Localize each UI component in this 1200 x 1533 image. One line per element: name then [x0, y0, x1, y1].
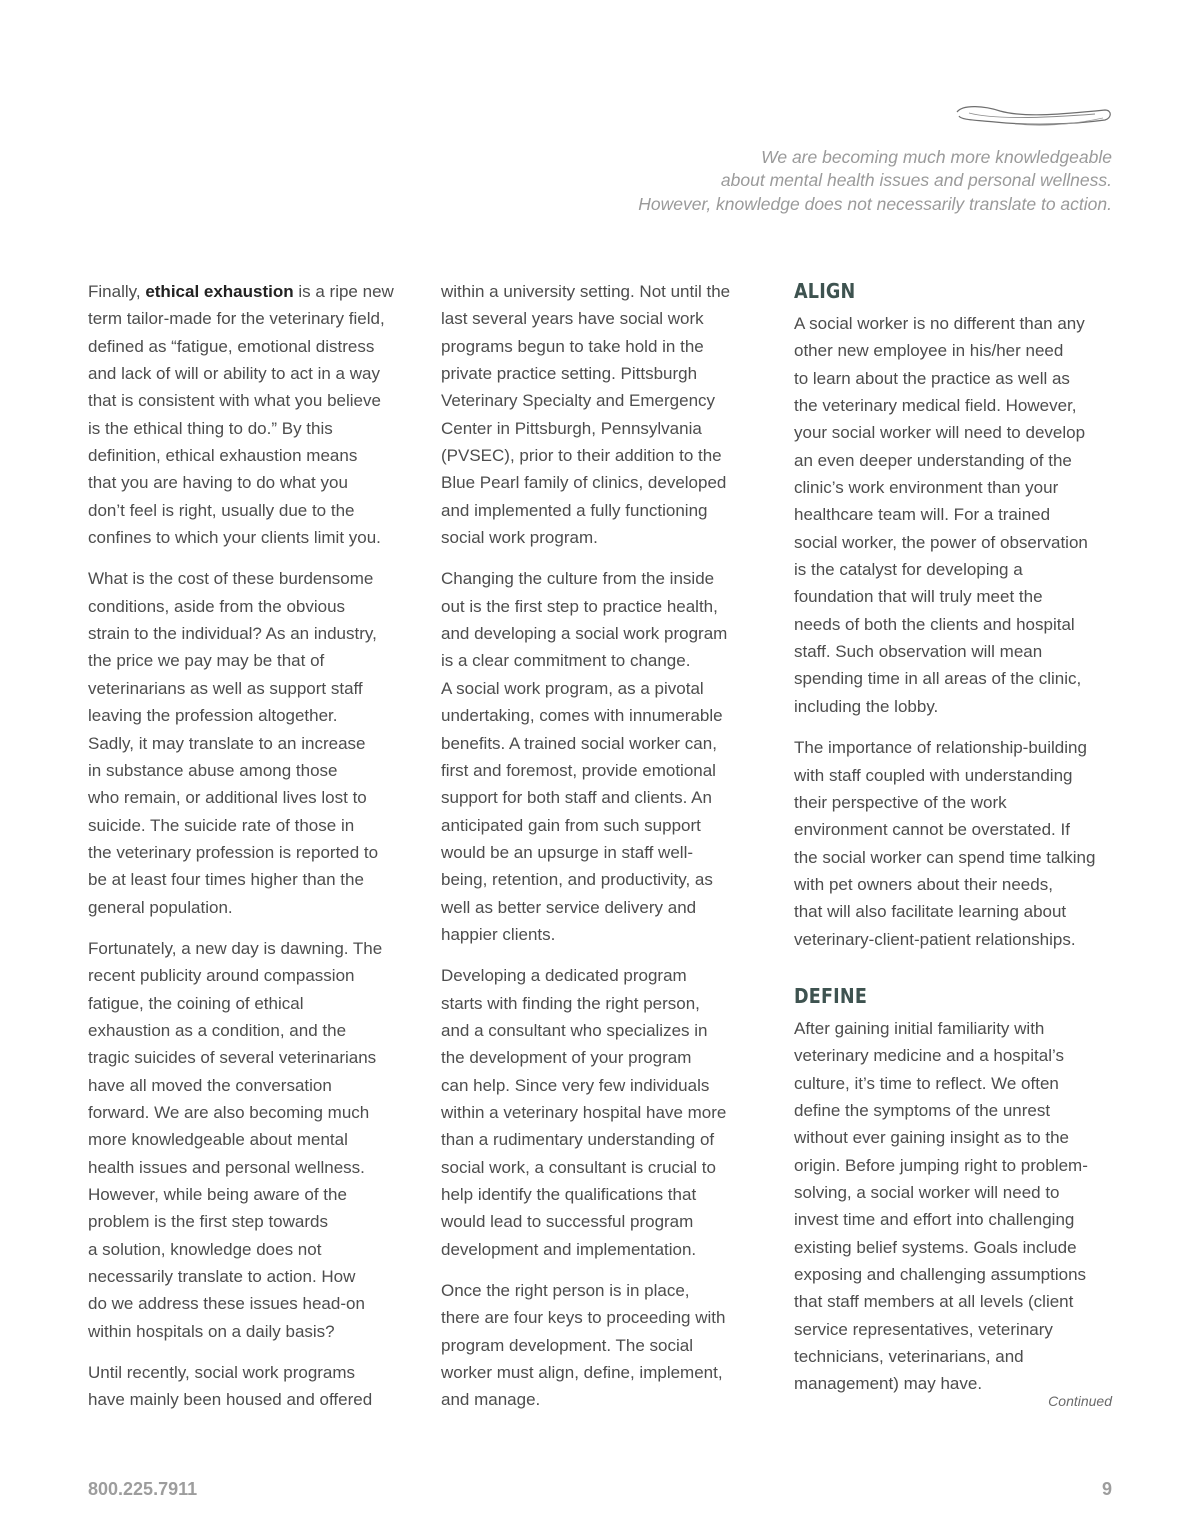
text-line: necessarily translate to action. How	[88, 1267, 356, 1287]
article-column-2	[441, 278, 766, 1428]
text-line: After gaining initial familiarity with	[794, 1018, 1045, 1038]
text-line: confines to which your clients limit you.	[88, 528, 381, 548]
text-line: and implemented a fully functioning	[441, 500, 708, 520]
text-line: foundation that will truly meet the	[794, 587, 1043, 607]
text-line: health issues and personal wellness.	[88, 1157, 365, 1177]
paragraph	[794, 1015, 1119, 1398]
text-line: technicians, veterinarians, and	[794, 1347, 1024, 1367]
text-line: have all moved the conversation	[88, 1075, 332, 1095]
text-line: defined as “fatigue, emotional distress	[88, 336, 375, 356]
text-line: social worker, the power of observation	[794, 532, 1088, 552]
text-fragment: Finally,	[88, 282, 146, 301]
text-line: with staff coupled with understanding	[794, 765, 1073, 785]
text-line: What is the cost of these burdensome	[88, 569, 374, 589]
paragraph	[88, 565, 413, 920]
text-line: recent publicity around compassion	[88, 966, 355, 986]
text-line: the veterinary profession is reported to	[88, 842, 379, 862]
text-line: your social worker will need to develop	[794, 423, 1086, 443]
text-line: be at least four times higher than the	[88, 870, 364, 890]
text-line: is the ethical thing to do.” By this	[88, 418, 333, 438]
text-line: have mainly been housed and offered	[88, 1390, 373, 1410]
text-line: happier clients.	[441, 924, 556, 944]
paragraph	[794, 310, 1119, 720]
text-line: out is the first step to practice health,	[441, 596, 718, 616]
text-line: and developing a social work program	[441, 624, 728, 644]
text-line: more knowledgeable about mental	[88, 1130, 348, 1150]
text-line: fatigue, the coining of ethical	[88, 993, 304, 1013]
text-line: that staff members at all levels (client	[794, 1292, 1074, 1312]
text-line: in substance abuse among those	[88, 760, 338, 780]
text-line: don’t feel is right, usually due to the	[88, 500, 355, 520]
text-line: However, while being aware of the	[88, 1185, 347, 1204]
paragraph	[441, 962, 766, 1263]
text-line: the development of your program	[441, 1048, 692, 1068]
text-line: that will also facilitate learning about	[794, 902, 1067, 922]
text-line: there are four keys to proceeding with	[441, 1308, 726, 1328]
text-line: needs of both the clients and hospital	[794, 614, 1075, 634]
text-line: that is consistent with what you believe	[88, 391, 381, 411]
text-line: and manage.	[441, 1390, 541, 1410]
text-line: invest time and effort into challenging	[794, 1210, 1075, 1230]
text-line: other new employee in his/her need	[794, 341, 1064, 361]
paragraph	[441, 1277, 766, 1414]
text-line: A social work program, as a pivotal	[441, 678, 704, 698]
text-line: worker must align, define, implement,	[441, 1363, 723, 1383]
text-line: management) may have.	[794, 1374, 983, 1394]
text-line: environment cannot be overstated. If	[794, 820, 1070, 840]
text-line: exhaustion as a condition, and the	[88, 1020, 347, 1040]
text-line: veterinary medicine and a hospital’s	[794, 1046, 1064, 1066]
text-line: anticipated gain from such support	[441, 815, 701, 835]
continued-label: Continued	[1048, 1393, 1112, 1409]
text-line: existing belief systems. Goals include	[794, 1237, 1077, 1257]
text-line: the price we pay may be that of	[88, 651, 325, 671]
text-line: being, retention, and productivity, as	[441, 870, 713, 890]
footer-phone-number: 800.225.7911	[88, 1479, 198, 1499]
bold-term: ethical exhaustion	[145, 282, 294, 301]
text-line: Veterinary Specialty and Emergency	[441, 391, 716, 411]
section-heading-align: ALIGN	[794, 279, 856, 303]
text-line: do we address these issues head-on	[88, 1294, 365, 1314]
text-line: Once the right person is in place,	[441, 1281, 690, 1301]
text-line: forward. We are also becoming much	[88, 1102, 370, 1122]
text-line: that you are having to do what you	[88, 473, 348, 493]
text-line: within hospitals on a daily basis?	[88, 1321, 335, 1341]
text-line: solving, a social worker will need to	[794, 1182, 1060, 1202]
text-line: without ever gaining insight as to the	[794, 1128, 1070, 1148]
paragraph	[88, 935, 413, 1345]
paragraph	[794, 734, 1119, 953]
text-line: is a clear commitment to change.	[441, 651, 691, 671]
text-line: spending time in all areas of the clinic,	[794, 669, 1082, 689]
text-line: private practice setting. Pittsburgh	[441, 364, 698, 384]
text-line: social work, a consultant is crucial to	[441, 1157, 716, 1177]
text-line: The importance of relationship-building	[794, 738, 1087, 758]
page-number: 9	[1101, 1479, 1112, 1499]
text-line: veterinary-client-patient relationships.	[794, 929, 1076, 949]
text-line: tragic suicides of several veterinarians	[88, 1048, 377, 1068]
text-line: Center in Pittsburgh, Pennsylvania	[441, 418, 702, 438]
text-line: program development. The social	[441, 1335, 693, 1355]
text-line: A social worker is no different than any	[794, 314, 1085, 333]
pull-quote	[492, 146, 1112, 216]
text-line: staff. Such observation will mean	[794, 642, 1043, 662]
text-line: definition, ethical exhaustion means	[88, 446, 358, 466]
text-line: (PVSEC), prior to their addition to the	[441, 446, 722, 466]
section-heading-define: DEFINE	[794, 983, 868, 1008]
text-line: support for both staff and clients. An	[441, 788, 712, 808]
text-line: can help. Since very few individuals	[441, 1075, 710, 1095]
text-line: within a university setting. Not until the	[441, 282, 731, 301]
text-line: Fortunately, a new day is dawning. The	[88, 938, 383, 958]
text-line: and a consultant who specializes in	[441, 1020, 708, 1040]
text-line: starts with finding the right person,	[441, 993, 700, 1013]
text-line: Developing a dedicated program	[441, 966, 687, 986]
text-line: conditions, aside from the obvious	[88, 596, 346, 616]
text-line: programs begun to take hold in the	[441, 336, 704, 356]
text-line: Until recently, social work programs	[88, 1363, 356, 1383]
text-line: would lead to successful program	[441, 1212, 694, 1232]
text-line: benefits. A trained social worker can,	[441, 733, 717, 753]
text-line: clinic’s work environment than your	[794, 478, 1059, 498]
text-line: term tailor-made for the veterinary field,	[88, 309, 385, 329]
pull-quote-line: We are becoming much more knowledgeable	[761, 147, 1112, 167]
text-line: general population.	[88, 897, 233, 917]
text-line: to learn about the practice as well as	[794, 368, 1070, 388]
text-line	[88, 278, 413, 305]
text-line: the veterinary medical field. However,	[794, 396, 1077, 416]
text-line: exposing and challenging assumptions	[794, 1265, 1087, 1284]
text-line: strain to the individual? As an industry,	[88, 624, 377, 644]
text-line: define the symptoms of the unrest	[794, 1100, 1051, 1120]
text-line: is the catalyst for developing a	[794, 560, 1023, 580]
text-line: origin. Before jumping right to problem-	[794, 1155, 1088, 1175]
paragraph	[88, 278, 413, 551]
text-line: Changing the culture from the inside	[441, 569, 715, 589]
decorative-flourish-icon	[955, 100, 1113, 130]
paragraph	[441, 565, 766, 948]
text-line: within a veterinary hospital have more	[441, 1102, 727, 1122]
text-line: social work program.	[441, 528, 598, 548]
text-line: Sadly, it may translate to an increase	[88, 733, 366, 753]
text-line: culture, it’s time to reflect. We often	[794, 1073, 1059, 1093]
text-line: undertaking, comes with innumerable	[441, 706, 723, 726]
article-column-3	[794, 278, 1119, 1412]
article-column-1	[88, 278, 413, 1428]
pull-quote-line: about mental health issues and personal wellness.	[720, 170, 1112, 191]
text-line: a solution, knowledge does not	[88, 1239, 322, 1259]
text-line: veterinarians as well as support staff	[88, 678, 363, 698]
paragraph	[441, 278, 766, 551]
text-line: and lack of will or ability to act in a way	[88, 364, 380, 384]
text-line: first and foremost, provide emotional	[441, 760, 716, 780]
text-line: well as better service delivery and	[441, 897, 697, 917]
text-line: healthcare team will. For a trained	[794, 505, 1051, 525]
text-line: suicide. The suicide rate of those in	[88, 815, 355, 835]
text-line: than a rudimentary understanding of	[441, 1130, 715, 1150]
pull-quote-line: However, knowledge does not necessarily translate to action.	[638, 193, 1112, 214]
text-line: Blue Pearl family of clinics, developed	[441, 473, 727, 493]
text-line: who remain, or additional lives lost to	[88, 788, 367, 808]
text-line: their perspective of the work	[794, 792, 1007, 812]
text-fragment: is a ripe new	[293, 282, 394, 301]
text-line: service representatives, veterinary	[794, 1319, 1053, 1339]
text-line: problem is the first step towards	[88, 1212, 328, 1232]
text-line: last several years have social work	[441, 309, 704, 329]
text-line: with pet owners about their needs,	[794, 874, 1053, 894]
text-line: development and implementation.	[441, 1239, 697, 1259]
text-line: including the lobby.	[794, 696, 939, 716]
text-line: leaving the profession altogether.	[88, 706, 338, 726]
text-line: would be an upsurge in staff well-	[441, 842, 694, 862]
text-line: help identify the qualifications that	[441, 1185, 697, 1204]
text-line: the social worker can spend time talking	[794, 847, 1096, 867]
text-line: an even deeper understanding of the	[794, 450, 1072, 470]
paragraph	[88, 1359, 413, 1414]
